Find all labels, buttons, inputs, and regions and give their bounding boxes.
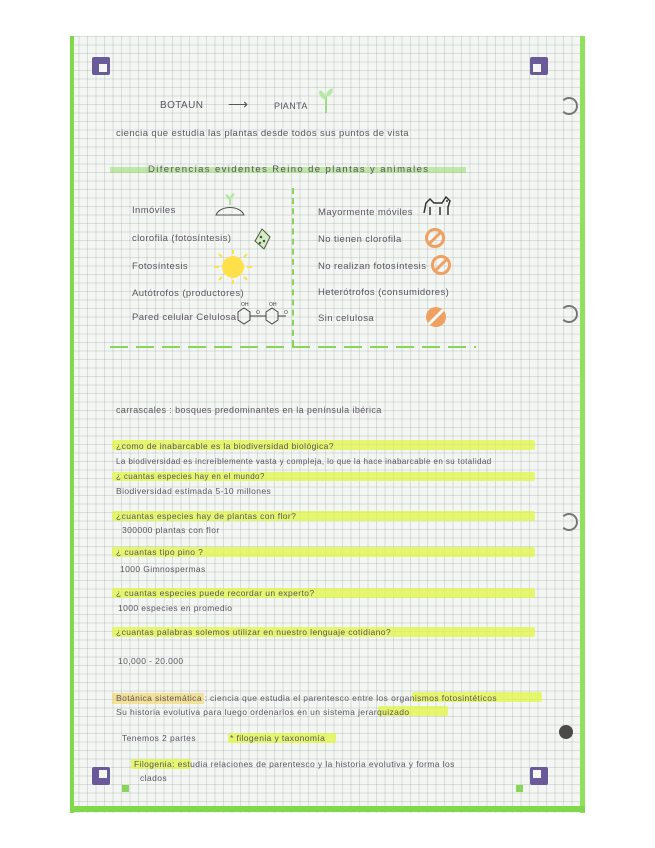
cellulose-o-label: O — [284, 310, 288, 316]
binder-ring — [560, 305, 578, 323]
sistematica-definition-2: Su historia evolutiva para luego ordenarlos en un sistema jerarquizado — [116, 707, 410, 717]
partes-lead: Tenemos 2 partes — [122, 733, 196, 743]
cellulose-oh-label: OH — [241, 302, 249, 308]
filogenia-definition-1: Filogenia: estudia relaciones de parentesco y la historia evolutiva y forma los — [134, 759, 455, 769]
partes-items: * filogenia y taxonomía — [230, 733, 326, 743]
table-bottom-border — [110, 346, 476, 348]
title-botanica: BOTAUN — [160, 100, 204, 111]
cellulose-oh-label: OH — [269, 302, 277, 308]
page-edge-bottom — [70, 806, 585, 812]
question-5: ¿ cuantas especies puede recordar un experto? — [116, 588, 315, 598]
question-2: ¿ cuantas especies hay en el mundo? — [116, 472, 265, 481]
corner-mark-bottom-right — [530, 767, 548, 785]
question-3: ¿cuantas especies hay de plantas con flor? — [116, 511, 297, 521]
animal-trait-1: Mayormente móviles — [318, 207, 413, 218]
rock-icon — [214, 193, 246, 217]
answer-2: Biodiversidad estimada 5-10 millones — [116, 486, 272, 496]
page-edge-right — [580, 36, 585, 813]
binder-ring — [560, 97, 578, 115]
plant-trait-5: Pared celular Celulosa — [132, 312, 237, 323]
question-6: ¿cuantas palabras solemos utilizar en nuestro lenguaje cotidiano? — [116, 627, 392, 637]
answer-4: 1000 Gimnospermas — [120, 564, 206, 574]
question-4: ¿ cuantas tipo pino ? — [116, 547, 204, 557]
sprout-icon — [316, 86, 336, 114]
no-sign-icon — [424, 227, 446, 249]
animal-trait-3: No realizan fotosíntesis — [318, 261, 427, 272]
sistematica-definition-1: ciencia que estudia el parentesco entre los organismos fotosintéticos — [210, 693, 497, 703]
cellulose-molecule-icon — [232, 300, 292, 336]
plant-trait-1: Inmóviles — [132, 205, 176, 216]
corner-mark-top-left — [92, 57, 110, 75]
animal-icon — [420, 193, 452, 219]
animal-trait-5: Sin celulosa — [318, 313, 375, 324]
binder-ring — [560, 513, 578, 531]
corner-mark-bottom-left — [92, 767, 110, 785]
table-divider — [292, 188, 294, 346]
no-sign-icon — [430, 254, 452, 276]
botany-definition: ciencia que estudia las plantas desde todos sus puntos de vista — [116, 128, 409, 139]
binder-hole — [559, 725, 573, 739]
chloroplast-icon — [252, 227, 272, 251]
cellulose-o-label: O — [256, 310, 260, 316]
corner-mark-top-right — [530, 57, 548, 75]
answer-5: 1000 especies en promedio — [118, 603, 233, 613]
answer-6: 10,000 - 20.000 — [118, 656, 184, 666]
plant-trait-2: clorofila (fotosíntesis) — [132, 233, 232, 244]
title-arrow: ⟶ — [228, 96, 249, 112]
corner-dot-left — [122, 785, 129, 792]
answer-3: 300000 plantas con flor — [122, 525, 220, 535]
animal-trait-2: No tienen clorofila — [318, 234, 402, 245]
sistematica-term: Botánica sistemática : — [116, 693, 208, 703]
page-edge-left — [70, 36, 74, 813]
animal-trait-4: Heterótrofos (consumidores) — [318, 287, 450, 298]
answer-1: La biodiversidad es increíblemente vasta y compleja, lo que la hace inabarcable en su totalidad — [116, 457, 492, 466]
plant-trait-3: Fotosíntesis — [132, 261, 189, 272]
corner-dot-right — [516, 785, 523, 792]
title-planta: PlANTA — [274, 101, 308, 111]
carrascales-note: carrascales : bosques predominantes en la península ibérica — [116, 405, 382, 415]
plant-trait-4: Autótrofos (productores) — [132, 288, 245, 299]
sun-icon — [212, 250, 254, 284]
differences-heading: Diferencias evidentes Reino de plantas y animales — [148, 164, 430, 175]
no-sign-icon — [424, 305, 448, 329]
filogenia-definition-2: clados — [140, 773, 167, 783]
question-1: ¿como de inabarcable es la biodiversidad biológica? — [116, 441, 334, 451]
